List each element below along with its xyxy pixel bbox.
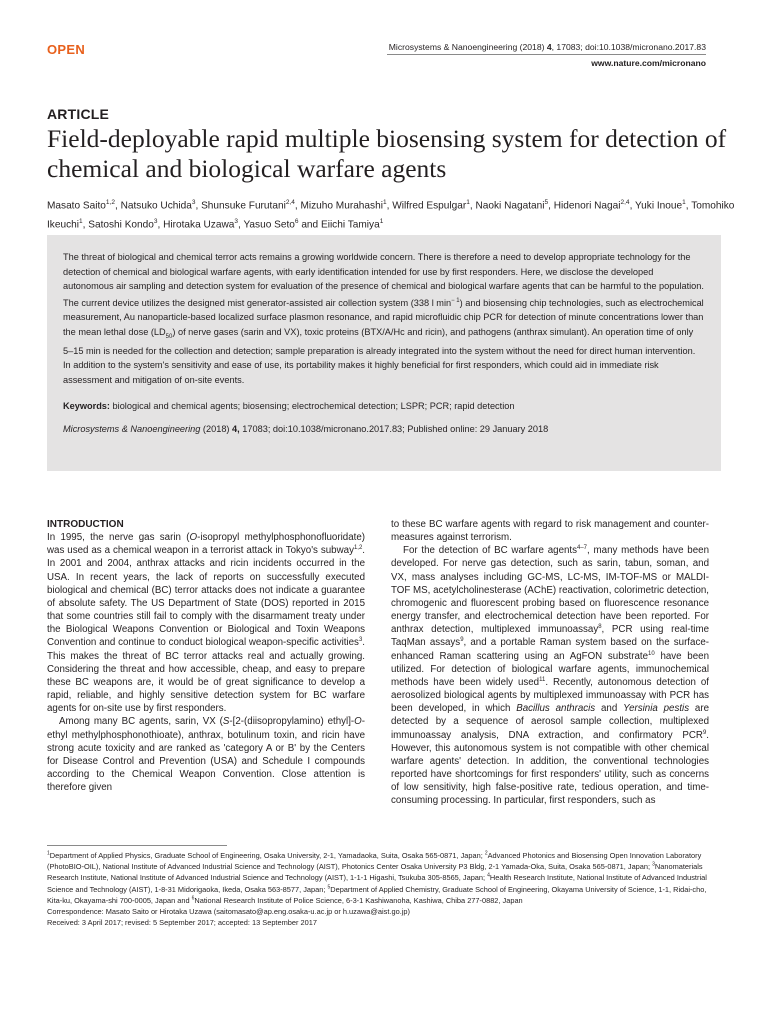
affiliation-number: 4 [487,872,490,879]
affiliation-text: Nanomaterials Research Institute, National Institute of Advanced Industrial Science and Technology (AIST), 1-1-1 Higashi, Tsukuba 305-8565, Japan; [47,862,703,883]
author-affiliation-marker: 3 [153,218,158,226]
author-affiliation-marker: 2,4 [620,199,630,206]
text-run: , many methods have been developed. For nerve gas detection, such as sarin, tabun, soman, and VX, mass analyses including GC-MS, LC-MS, IM-TOF-MS or MALDI-TOF MS, acetylcholinesterase (AChE) reactivation, colorimetric detection, chromogenic and fluorescent probing based on fluorescence resonance energy transfer, and electrochemical detection have been reported. For anthrax detection, multiplexed immunoassay [391,545,709,636]
author-affiliation-marker: 3 [191,199,196,206]
abstract-text-part: ) and biosensing chip technologies, such as electrochemical measurement, Au nanoparticle-based localized surface plasmon resonance, and rapid microfluidic chip PCR for detection of minute concentrations lower than the mean lethal dose (LD [63,297,704,337]
text-run: . In 2001 and 2004, anthrax attacks and ricin incidents occurred in the USA. In recent years, the lack of reports on successfully executed biological and chemical (BC) terror attacks does not indicate a guarantee of absolute safety. The US Department of State (DOS) reported in 2015 that some countries still fail to comply with the disarmament treaty under the Biological Weapons Convention or Biological and Toxin Weapons Convention and continue to conduct biological weapon-specific activities [47,545,365,649]
author-separator: , [469,200,476,212]
journal-website-link[interactable]: www.nature.com/micronano [591,58,706,68]
author-name[interactable]: Tomohiko Ikeuchi [47,200,735,231]
affiliation-text: National Research Institute of Police Science, 6-3-1 Kashiwanoha, Kashiwa, Chiba 277-0882, Japan [194,895,523,905]
paragraph [391,544,709,807]
author-affiliation-marker: 1,2 [105,199,115,206]
reference-superscript[interactable]: 4–7 [577,545,588,552]
affiliation-text: Department of Applied Chemistry, Graduate School of Engineering, Okayama University of Science, 1-1, Ridai-cho, Kita-ku, Okayama-shi 700-0005, Japan and [47,884,707,905]
author-separator: , [386,200,393,212]
author-separator: , [685,200,692,212]
reference-superscript[interactable]: 8 [598,624,602,630]
journal-citation-prefix: Microsystems & Nanoengineering (2018) [388,42,547,52]
affiliation-number: 2 [484,850,488,857]
abstract-box [47,235,721,471]
text-run: For the detection of BC warfare agents [403,545,577,557]
paragraph [47,715,365,794]
author-affiliation-marker: 1 [78,218,83,226]
keywords-label: Keywords: [63,401,110,412]
text-run: -[2-(diisopropylamino) ethyl]- [229,716,355,728]
abstract-superscript: − 1 [451,297,460,304]
author-separator: , [238,219,244,231]
author-name[interactable]: Yuki Inoue [635,200,683,212]
footnote-rule [47,845,227,846]
affiliation-number: 3 [652,861,655,868]
affiliation-text: Department of Applied Physics, Graduate School of Engineering, Osaka University, 2-1, Yamadaoka, Suita, Osaka 565-0871, Japan; [49,851,485,860]
text-run: are detected by a sequence of aerosol sample collection, multiplexed immunoassay analysis, DNA extraction, and confirmatory PCR [391,703,710,741]
author-affiliation-marker: 1 [382,199,387,206]
author-separator: and [298,219,321,231]
citation-journal: Microsystems & Nanoengineering [63,424,201,435]
reference-superscript[interactable]: 9 [702,729,707,736]
author-name[interactable]: Natsuko Uchida [120,200,192,212]
italic-text: Yersinia pestis [623,703,690,715]
author-name[interactable]: Eiichi Tamiya [320,219,380,231]
author-separator: , [548,200,554,212]
author-separator: , [114,200,121,212]
author-separator: , [195,200,202,212]
text-run: . However, this autonomous system is not compatible with other chemical warfare agents' detection. In addition, the conventional technologies reported have shortcomings for first responders' utility, such as concerns of low sensitivity, high false-positive rate, tedious operation, and time-consuming processing. In particular, first responders, such as [391,729,709,807]
abstract-text [63,250,705,387]
author-name[interactable]: Satoshi Kondo [88,219,154,231]
author-affiliation-marker: 2,4 [285,199,295,206]
received-dates: Received: 3 April 2017; revised: 5 September 2017; accepted: 13 September 2017 [47,918,317,928]
text-run: , and a portable Raman system based on the surface-enhanced Raman scattering using an AgFON substrate [391,637,709,662]
abstract-subscript: 50 [165,333,173,340]
affiliation-number: 5 [327,884,331,891]
affiliation-text: Health Research Institute, National Institute of Advanced Industrial Science and Technology (AIST), 1-8-31 Midorigaoka, Ikeda, Osaka 563-8577, Japan; [47,873,707,894]
header-rule [387,54,706,55]
author-separator: , [294,200,301,212]
author-affiliation-marker: 1 [379,218,384,226]
abstract-text-part: ) of nerve gases (sarin and VX), toxic proteins (BTX/A/Hc and ricin), and pathogens (anthrax simulant). An operation time of only 5–15 min is needed for the collection and detection; sample preparation is already integrated into the system without the need for direct human intervention. In addition to the system's sensitivity and ease of use, its portability makes it highly beneficial for first responders, which could aid in immediate risk assessment and mitigation of on-site events. [63,326,696,385]
author-affiliation-marker: 6 [294,218,299,226]
author-affiliation-marker: 3 [234,218,238,226]
body-column-left [47,518,365,794]
text-run: -ethyl methylphosphonothioate), anthrax, botulinum toxin, and ricin have strong acute toxicity and are ranked as 'category A or B' by the Centers for Disease Control and Prevention (USA) and Schedule I compounds according to the Chemical Weapon Convention. Close attention is therefore given [47,716,366,794]
author-name[interactable]: Mizuho Murahashi [300,200,383,212]
text-run: have been utilized. For detection of biological warfare agents, immunochemical methods have been widely used [391,650,709,688]
journal-citation-suffix: , 17083; doi:10.1038/micronano.2017.83 [551,42,706,52]
article-title: Field-deployable rapid multiple biosensing system for detection of chemical and biological warfare agents [47,124,727,183]
journal-volume: 4 [546,42,552,52]
paragraph: to these BC warfare agents with regard to risk management and counter-measures against terrorism. [391,519,709,544]
author-name[interactable]: Naoki Nagatani [475,200,545,212]
reference-superscript[interactable]: 1,2 [353,545,363,552]
author-list [47,195,737,234]
reference-superscript[interactable]: 9 [460,637,464,644]
author-separator: , [157,219,164,231]
text-run: In 1995, the nerve gas sarin ( [47,532,190,544]
author-name[interactable]: Yasuo Seto [243,219,295,231]
italic-text: Bacillus anthracis [516,703,596,715]
citation-rest: 17083; doi:10.1038/micronano.2017.83; Published online: 29 January 2018 [239,424,549,435]
body-column-right [391,518,709,807]
reference-superscript[interactable]: 11 [539,676,546,683]
author-name[interactable]: Shunsuke Furutani [201,200,286,212]
affiliation-text: Advanced Photonics and Biosensing Open Innovation Laboratory (PhotoBIO-OIL), National Institute of Advanced Industrial Science and Technology (AIST), Photonics Center Osaka University P3 Bldg, 2-1 Yamada-Oka, Suita, Osaka 565-0871, Japan; [47,851,702,872]
correspondence: Correspondence: Masato Saito or Hirotaka Uzawa (saitomasato@ap.eng.osaka-u.ac.jp or h.uzawa@aist.go.jp) [47,907,410,917]
author-name[interactable]: Hirotaka Uzawa [163,219,235,231]
article-type: ARTICLE [47,106,110,122]
author-separator: , [82,219,89,231]
footnotes [47,850,721,928]
text-run: Among many BC agents, sarin, VX ( [59,716,223,728]
affiliation-number: 1 [47,850,50,857]
reference-superscript[interactable]: 3 [358,637,363,644]
italic-text: S [222,716,230,728]
citation-volume: 4, [232,424,240,435]
affiliations [47,850,721,906]
italic-text: O [189,532,198,544]
author-separator: , [629,200,635,212]
author-name[interactable]: Wilfred Espulgar [392,200,467,212]
author-affiliation-marker: 1 [466,199,470,206]
affiliation-number: 6 [191,895,195,902]
text-run: -isopropyl methylphosphonofluoridate) was used as a chemical weapon in a terrorist attack in Tokyo's subway [47,532,365,557]
open-access-label: OPEN [47,42,86,57]
author-affiliation-marker: 1 [682,199,686,206]
text-run: and [595,703,624,715]
citation-line [63,422,705,436]
author-name[interactable]: Masato Saito [47,200,106,212]
author-name[interactable]: Hidenori Nagai [553,200,621,212]
section-heading-introduction: INTRODUCTION [47,519,124,530]
text-run: . This makes the threat of BC terror attacks real and actually growing. Considering the threat and how accessible, cheap, and easy to prepare these BC weapons are, it would be of great significance to develop a rapid, reliable, and highly sensitive detection system for BC warfare agents for on-site use by first responders. [47,637,365,715]
keywords-list: biological and chemical agents; biosensing; electrochemical detection; LSPR; PCR; rapid detection [112,401,515,412]
keywords [63,399,705,413]
citation-year: (2018) [200,424,233,435]
text-run: , PCR using real-time TaqMan assays [391,624,709,649]
abstract-text-part: The threat of biological and chemical terror acts remains a growing worldwide concern. There is therefore a need to develop appropriate technology for the detection of chemical and biological warfare agents, with early identification intended for use by first responders. Here, we disclose the developed autonomous air sampling and detection system for evaluation of the presence of chemical and biological warfare agents that can be harmful to the population. The current device utilizes the designed mist generator-assisted air collection system (338 l min [63,252,704,308]
text-run: . Recently, autonomous detection of aerosolized biological agents by multiplexed immunoassay with PCR has been developed, in which [391,676,709,715]
journal-citation-header [389,42,706,52]
italic-text: O [354,716,362,728]
author-affiliation-marker: 5 [544,199,549,206]
paragraph [47,531,365,715]
reference-superscript[interactable]: 10 [648,650,655,657]
